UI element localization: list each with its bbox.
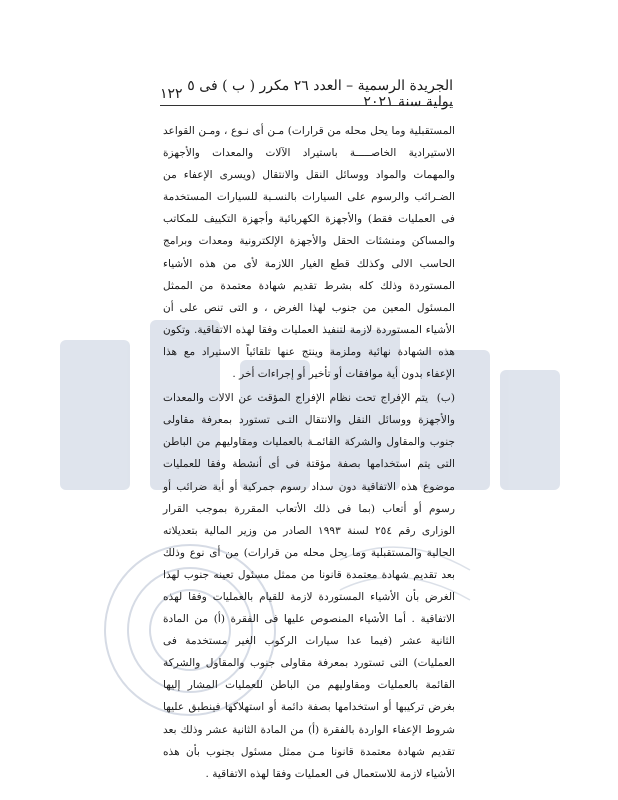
paragraph-text: يتم الإفراج تحت نظام الإفراج المؤقت عن الالات والمعدات والأجهزة ووسائل النقل والانتقال التـى تستورد بمعرفة مقاولى جنوب والمقاول والشركة القائمـة بالعمليات ومقاوليهم من الباطن التى يتم استخدامها بصفة مؤقتة فى أى أنشطة وفقا للعمليات موضوع هذه الاتفاقية دون سداد رسوم جمركية أو أية ضرائب أو رسوم أو أتعاب (بما فى ذلك الأتعاب المقررة بموجب القرار الوزارى رقم ٢٥٤ لسنة ١٩٩٣ الصادر من وزير المالية بتعديلاته الحالية والمستقبلية وما يحل محله من قرارات) من أى نوع وذلك بعد تقديم شهادة معتمدة قانونا من ممثل مسئول تعينه جنوب لهذا الغرض بأن الأشياء المستوردة لازمة للقيام بالعمليات وفقا لهذه الاتفاقية . أما الأشياء المنصوص عليها فى الفقرة (أ) من المادة الثانية عشر (فيما عدا سيارات الركوب الغير مستخدمة فى العمليات) التى تستورد بمعرفة مقاولى جنوب والمقاول والشركة القائمة بالعمليات ومقاوليهم من الباطن للعمليات المشار إليها بغرض تركيبها أو استخدامها بصفة دائمة أو استهلاكها فينطبق عليها شروط الإعفاء الواردة بالفقرة (أ) من المادة الثانية عشر وذلك بعد تقديم شهادة معتمدة قانونا مـن ممثل مسئول بجنوب بأن هذه الأشياء لازمة للاستعمال فى العمليات وفقا لهذه الاتفاقية . [163, 392, 456, 780]
document-body [163, 120, 455, 785]
page-number: ١٢٢ [160, 86, 183, 102]
item-marker: (ب) [436, 392, 455, 405]
paragraph-continuation [163, 120, 455, 385]
header-divider [160, 105, 453, 106]
header-title: الجريدة الرسمية – العدد ٢٦ مكرر ( ب ) فى ٥ يولية سنة ٢٠٢١ [187, 78, 453, 110]
paragraph-text: المستقبلية وما يحل محله من قرارات) مـن أى نـوع ، ومـن القواعد الاستيرادية الخاصـــــة باستيراد الآلات والمعدات والأجهزة والمهمات والمواد ووسائل النقل والانتقال (ويسرى الإعفاء من الضـرائب والرسوم على السيارات بالنسـبة للسيارات المستخدمة فى العمليات فقط) والأجهزة الكهربائية وأجهزة التكييف للمكاتب والمساكن ومنشئات الحقل والأجهزة الإلكترونية ومعدات وبرامج الحاسب الالى وكذلك قطع الغيار اللازمة لأى من هذه الأشياء المستوردة وذلك كله بشرط تقديم شهادة معتمدة من الممثل المسئول المعين من جنوب لهذا الغرض ، و التى تنص على أن الأشياء المستوردة لازمة لتنفيذ العمليات وفقا لهذه الاتفاقية. وتكون هذه الشهادة نهائية وملزمة وينتج عنها تلقائياً الاستيراد مع هذا الإعفاء بدون أية موافقات أو تأخير أو إجراءات أخر . [163, 125, 455, 381]
page-header [160, 78, 453, 110]
paragraph-item-b [163, 387, 455, 785]
